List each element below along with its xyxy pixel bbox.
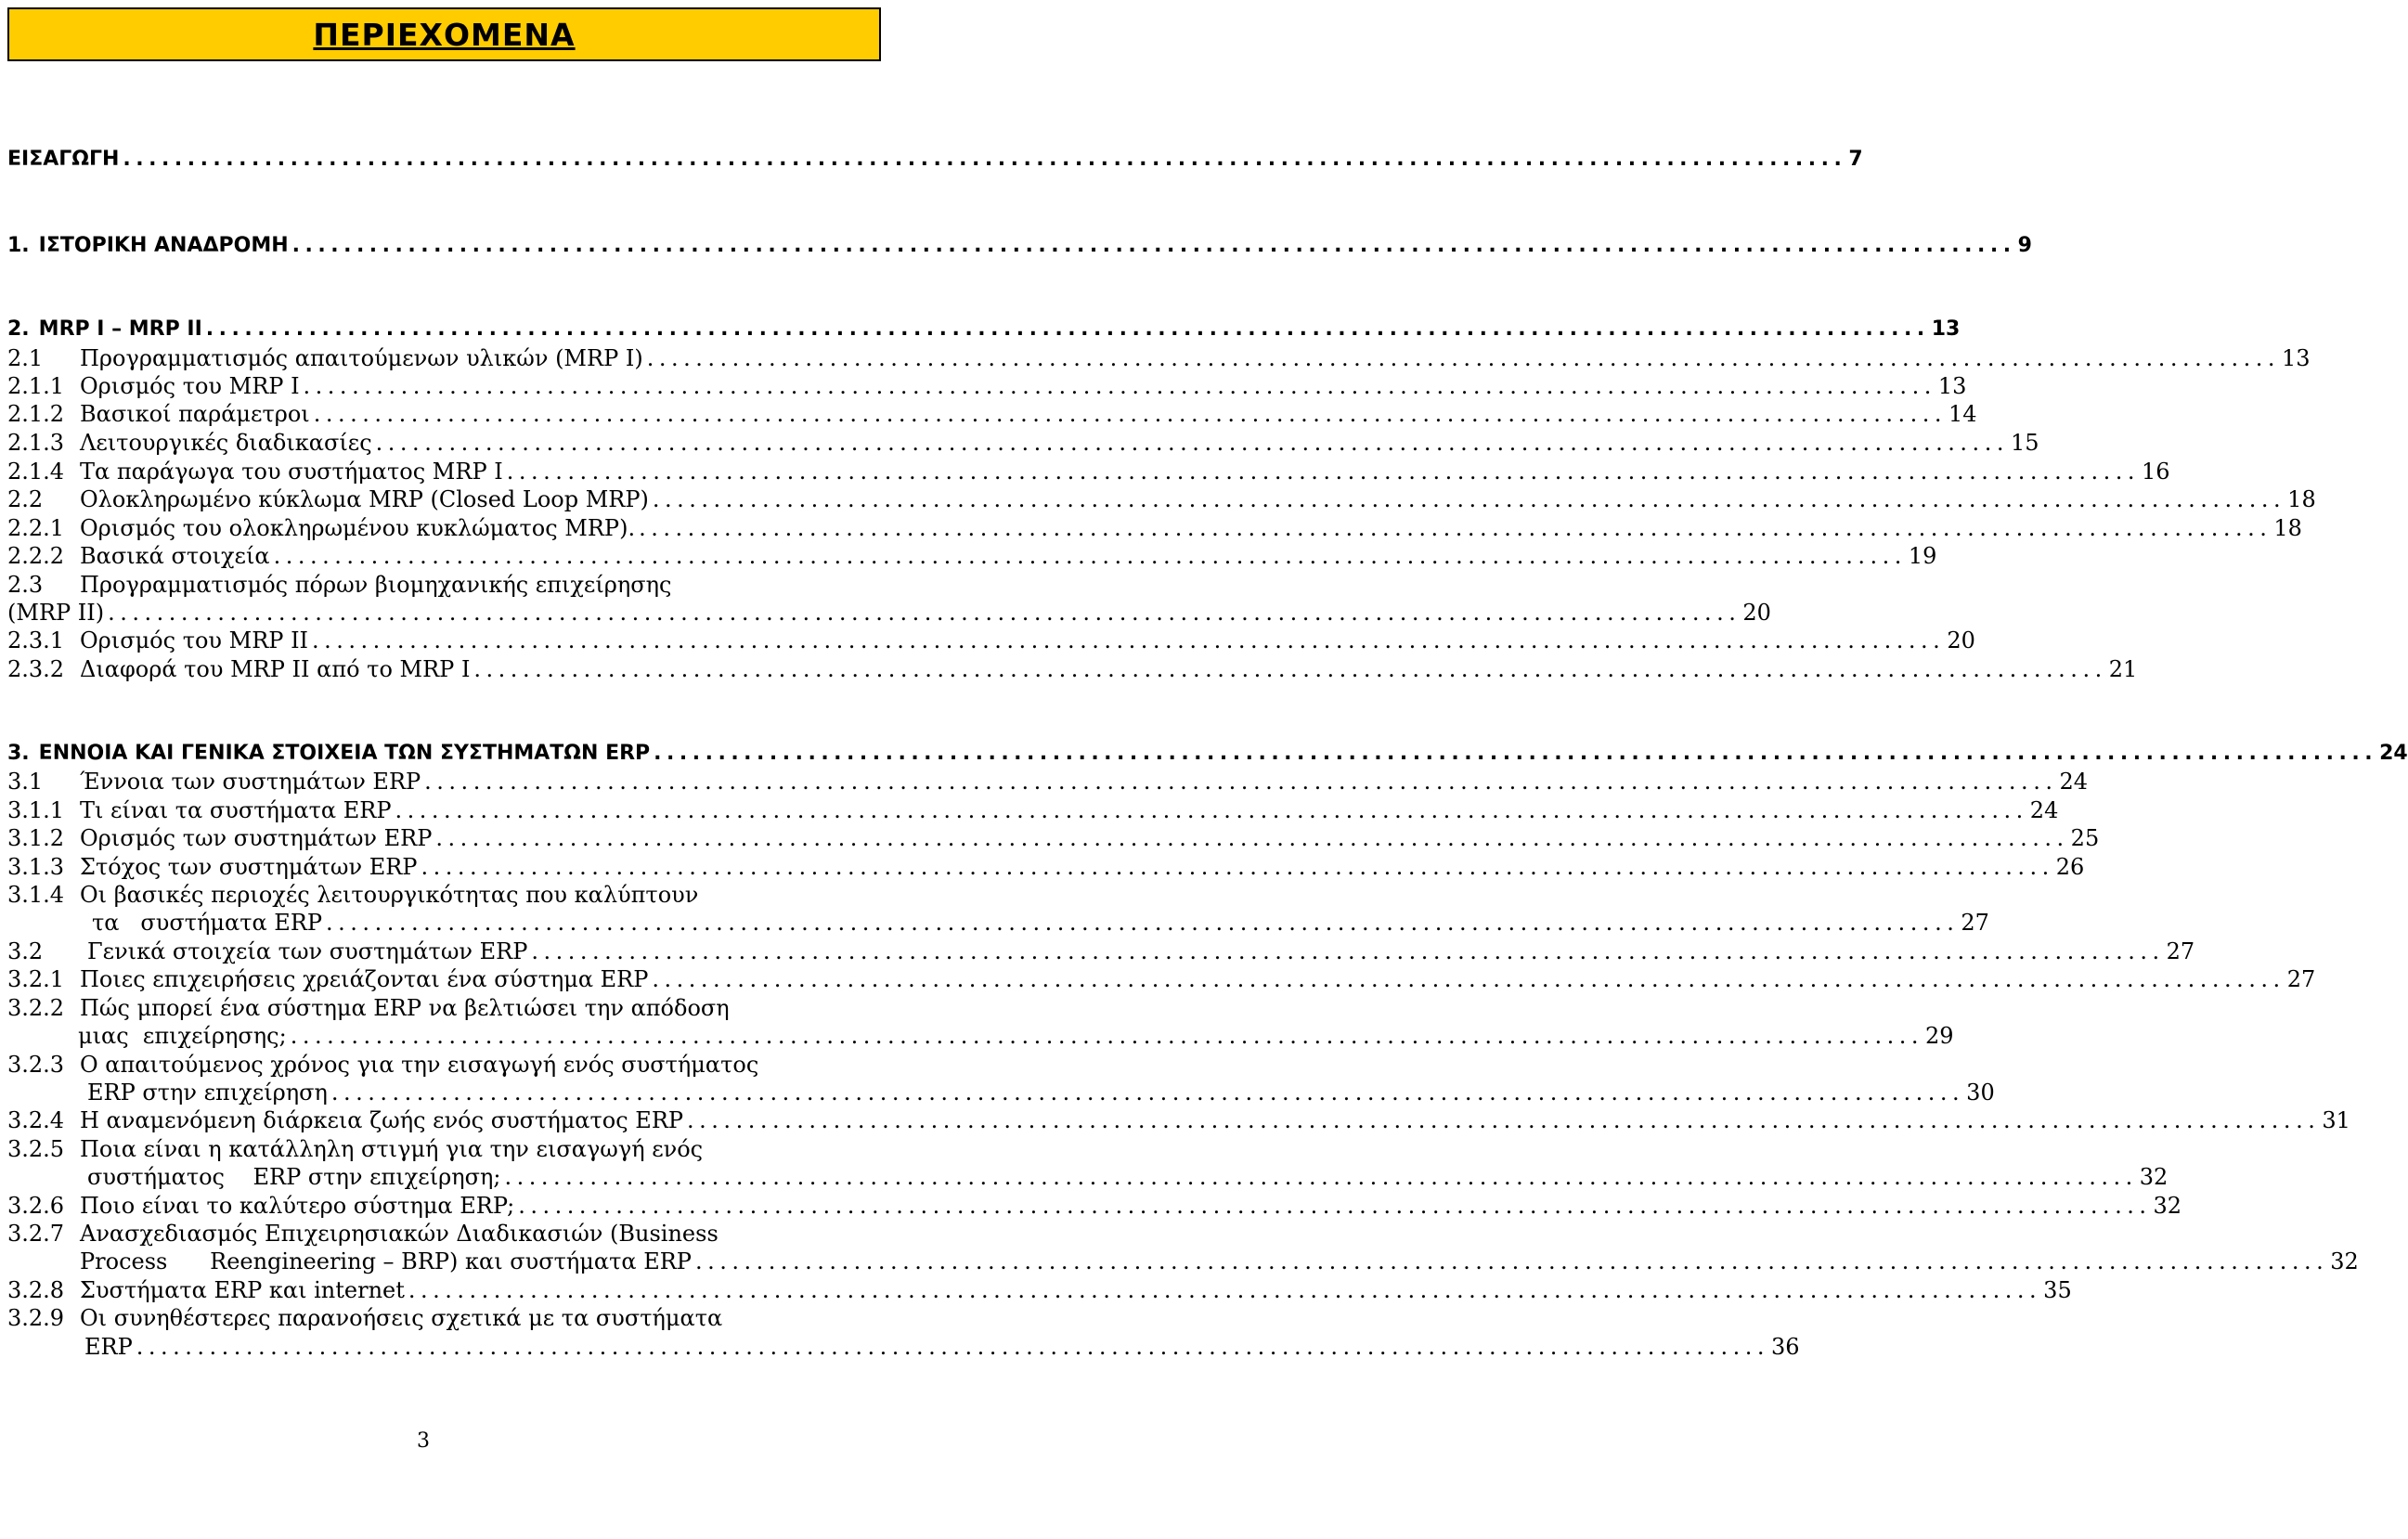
toc-entry-number: 2. xyxy=(7,317,30,341)
toc-entry-number: 2.1.1 xyxy=(7,373,65,399)
toc-entry-number: 3.1.2 xyxy=(7,825,65,851)
toc-entry-label-continued: συστήματος ERP στην επιχείρηση; xyxy=(87,1164,501,1190)
toc-entry-3-2-5-continued[interactable] xyxy=(7,1164,2168,1190)
toc-entry-3-2-5[interactable] xyxy=(7,1136,843,1162)
toc-entry-number: 2.1.3 xyxy=(7,430,65,456)
dot-leader xyxy=(435,825,2068,851)
dot-leader xyxy=(123,147,1846,173)
toc-entry-label: Ποιες επιχειρήσεις χρειάζονται ένα σύστημα ERP xyxy=(80,966,649,992)
toc-entry-chapter-1[interactable] xyxy=(7,233,2032,259)
toc-entry-label: Ολοκληρωμένο κύκλωμα MRP (Closed Loop MRP) xyxy=(80,486,649,512)
toc-entry-page: 20 xyxy=(1742,600,1771,626)
toc-entry-page: 20 xyxy=(1947,627,1975,653)
toc-title-box xyxy=(7,7,881,61)
toc-entry-number: 1. xyxy=(7,234,30,257)
toc-entry-number: 2.3.1 xyxy=(7,627,65,653)
toc-entry-number: 2.2 xyxy=(7,486,44,512)
toc-entry-page: 27 xyxy=(2286,966,2316,992)
toc-entry-label: Ποιο είναι το καλύτερο σύστημα ERP; xyxy=(80,1193,515,1219)
dot-leader xyxy=(376,430,2009,456)
toc-entry-label: ΕΝΝΟΙΑ ΚΑΙ ΓΕΝΙΚΑ ΣΤΟΙΧΕΙΑ ΤΩΝ ΣΥΣΤΗΜΑΤΩΝ ERP xyxy=(38,742,651,765)
toc-entry-label: Οι βασικές περιοχές λειτουργικότητας που καλύπτουν xyxy=(80,882,699,908)
toc-entry-2-1[interactable] xyxy=(7,345,2311,371)
toc-entry-label: Συστήματα ERP και internet xyxy=(80,1277,405,1303)
toc-entry-label: Βασικοί παράμετροι xyxy=(80,401,310,427)
toc-entry-number: 3.2.7 xyxy=(7,1221,65,1247)
toc-entry-page: 27 xyxy=(1961,910,1989,936)
toc-entry-number: 2.1.4 xyxy=(7,459,65,485)
dot-leader xyxy=(639,515,2272,541)
toc-entry-number: 2.3.2 xyxy=(7,656,65,682)
dot-leader xyxy=(331,1080,1964,1106)
toc-entry-label: Ορισμός των συστημάτων ERP xyxy=(80,825,433,851)
toc-entry-3-2-2-continued[interactable] xyxy=(7,1023,1954,1049)
toc-entry-label: ΕΙΣΑΓΩΓΗ xyxy=(7,148,120,171)
toc-entry-page: 13 xyxy=(1931,317,1961,341)
dot-leader xyxy=(507,459,2140,485)
toc-entry-page: 24 xyxy=(2379,742,2408,765)
toc-entry-label: Προγραμματισμός απαιτούμενων υλικών (MRP I) xyxy=(80,345,643,371)
toc-entry-number: 3. xyxy=(7,742,30,765)
toc-entry-page: 30 xyxy=(1966,1080,1995,1106)
toc-entry-label: Προγραμματισμός πόρων βιομηχανικής επιχείρησης xyxy=(80,572,672,598)
toc-entry-3-1-2[interactable] xyxy=(7,825,2100,851)
toc-entry-label-continued: ERP στην επιχείρηση xyxy=(87,1080,328,1106)
dot-leader xyxy=(687,1107,2320,1133)
dot-leader xyxy=(473,656,2106,682)
toc-entry-3-2-4[interactable] xyxy=(7,1107,2350,1133)
toc-entry-number: 2.1 xyxy=(7,345,44,371)
toc-entry-number: 2.2.2 xyxy=(7,543,65,569)
toc-entry-2-2-2[interactable] xyxy=(7,543,1937,569)
toc-entry-2-1-3[interactable] xyxy=(7,430,2039,456)
toc-entry-intro[interactable] xyxy=(7,147,1863,173)
toc-entry-page: 31 xyxy=(2322,1107,2350,1133)
toc-entry-3-2-6[interactable] xyxy=(7,1193,2182,1219)
toc-entry-3-2[interactable] xyxy=(7,938,2195,964)
toc-entry-3-1-4[interactable] xyxy=(7,882,843,908)
toc-entry-page: 24 xyxy=(2059,769,2088,795)
toc-entry-3-2-2[interactable] xyxy=(7,995,843,1021)
toc-entry-page: 25 xyxy=(2070,825,2100,851)
toc-entry-number: 3.1.1 xyxy=(7,797,65,823)
dot-leader xyxy=(421,854,2053,880)
toc-entry-2-1-1[interactable] xyxy=(7,373,1967,399)
dot-leader xyxy=(326,910,1959,936)
toc-entry-page: 14 xyxy=(1948,401,1977,427)
toc-entry-2-1-4[interactable] xyxy=(7,459,2170,485)
toc-entry-page: 18 xyxy=(2273,515,2302,541)
toc-entry-page: 21 xyxy=(2108,656,2138,682)
toc-entry-page: 24 xyxy=(2029,797,2059,823)
toc-entry-label: Έννοια των συστημάτων ERP xyxy=(80,769,421,795)
toc-entry-label-continued: μιας επιχείρησης; xyxy=(78,1023,287,1049)
toc-entry-page: 26 xyxy=(2055,854,2085,880)
dot-leader xyxy=(292,233,2016,259)
toc-entry-3-1-3[interactable] xyxy=(7,854,2085,880)
toc-entry-2-3-continued[interactable] xyxy=(7,600,1771,626)
toc-entry-label: Ορισμός του MRP II xyxy=(80,627,309,653)
toc-entry-number: 3.2.9 xyxy=(7,1305,65,1331)
toc-entry-label-continued: ERP xyxy=(84,1334,133,1360)
dot-leader xyxy=(424,769,2057,795)
toc-entry-page: 36 xyxy=(1771,1334,1800,1360)
toc-entry-page: 32 xyxy=(2330,1248,2359,1274)
dot-leader xyxy=(312,627,1945,653)
toc-entry-2-1-2[interactable] xyxy=(7,401,1977,427)
dot-leader xyxy=(647,345,2280,371)
toc-entry-2-2-1[interactable] xyxy=(7,515,2302,541)
toc-entry-label: MRP I – MRP II xyxy=(38,317,202,341)
toc-entry-number: 3.2.8 xyxy=(7,1277,65,1303)
toc-entry-page: 13 xyxy=(1937,373,1967,399)
toc-entry-3-2-1[interactable] xyxy=(7,966,2316,992)
toc-entry-page: 16 xyxy=(2141,459,2170,485)
toc-entry-page: 18 xyxy=(2287,486,2316,512)
toc-entry-label: Τι είναι τα συστήματα ERP xyxy=(80,797,392,823)
toc-entry-label: Ορισμός του ολοκληρωμένου κυκλώματος MRP). xyxy=(80,515,636,541)
toc-entry-number: 3.2.6 xyxy=(7,1193,65,1219)
dot-leader xyxy=(518,1193,2151,1219)
dot-leader xyxy=(206,317,1930,343)
dot-leader xyxy=(395,797,2028,823)
dot-leader xyxy=(304,373,1936,399)
toc-entry-number: 2.2.1 xyxy=(7,515,65,541)
toc-entry-label-continued: Process Reengineering – BRP) και συστήματα ERP xyxy=(80,1248,692,1274)
toc-entry-chapter-3[interactable] xyxy=(7,741,2408,767)
toc-entry-number: 2.3 xyxy=(7,572,44,598)
toc-entry-label: Πώς μπορεί ένα σύστημα ERP να βελτιώσει την απόδοση xyxy=(80,995,730,1021)
toc-entry-label: Ποια είναι η κατάλληλη στιγμή για την εισαγωγή ενός xyxy=(80,1136,704,1162)
toc-entry-chapter-2[interactable] xyxy=(7,317,1961,343)
toc-entry-label: Τα παράγωγα του συστήματος MRP I xyxy=(80,459,503,485)
toc-entry-2-2[interactable] xyxy=(7,486,2316,512)
dot-leader xyxy=(274,543,1907,569)
toc-entry-2-3[interactable] xyxy=(7,572,843,598)
toc-entry-label: Λειτουργικές διαδικασίες xyxy=(80,430,372,456)
toc-entry-number: 3.2.3 xyxy=(7,1052,65,1078)
dot-leader xyxy=(654,741,2377,767)
toc-entry-3-2-7[interactable] xyxy=(7,1221,843,1247)
toc-entry-page: 7 xyxy=(1848,148,1863,171)
toc-entry-label-continued: (MRP II) xyxy=(7,600,105,626)
toc-entry-label-continued: τα συστήματα ERP xyxy=(92,910,323,936)
dot-leader xyxy=(504,1164,2137,1190)
toc-entry-3-2-8[interactable] xyxy=(7,1277,2072,1303)
dot-leader xyxy=(291,1023,1923,1049)
toc-entry-number: 2.1.2 xyxy=(7,401,65,427)
toc-entry-3-1-1[interactable] xyxy=(7,797,2059,823)
toc-entry-page: 35 xyxy=(2043,1277,2072,1303)
dot-leader xyxy=(136,1334,1769,1360)
toc-title: ΠΕΡΙΕΧΟΜΕΝΑ xyxy=(313,16,576,53)
toc-entry-3-2-9-continued[interactable] xyxy=(7,1334,1800,1360)
toc-entry-number: 3.1.3 xyxy=(7,854,65,880)
toc-entry-page: 19 xyxy=(1908,543,1937,569)
toc-entry-number: 3.1 xyxy=(7,769,44,795)
toc-entry-3-1-4-continued[interactable] xyxy=(7,910,1989,936)
toc-entry-page: 27 xyxy=(2166,938,2195,964)
toc-entry-label: Ορισμός του MRP I xyxy=(80,373,300,399)
dot-leader xyxy=(652,966,2285,992)
dot-leader xyxy=(108,600,1741,626)
toc-entry-3-2-3-continued[interactable] xyxy=(7,1080,1995,1106)
toc-entry-2-3-2[interactable] xyxy=(7,656,2138,682)
page-number: 3 xyxy=(417,1429,430,1453)
toc-entry-label: Οι συνηθέστερες παρανοήσεις σχετικά με τα συστήματα xyxy=(80,1305,723,1331)
toc-entry-number: 3.2.2 xyxy=(7,995,65,1021)
toc-entry-label: Ανασχεδιασμός Επιχειρησιακών Διαδικασιών (Business xyxy=(80,1221,719,1247)
toc-entry-number: 3.1.4 xyxy=(7,882,65,908)
toc-entry-2-3-1[interactable] xyxy=(7,627,1975,653)
toc-entry-3-2-3[interactable] xyxy=(7,1052,843,1078)
dot-leader xyxy=(408,1277,2041,1303)
toc-entry-number: 3.2.5 xyxy=(7,1136,65,1162)
toc-entry-3-1[interactable] xyxy=(7,769,2088,795)
toc-entry-label: Βασικά στοιχεία xyxy=(80,543,270,569)
toc-entry-label: Στόχος των συστημάτων ERP xyxy=(80,854,418,880)
toc-entry-page: 29 xyxy=(1924,1023,1954,1049)
toc-entry-label: Διαφορά του MRP II από το MRP I xyxy=(80,656,471,682)
dot-leader xyxy=(531,938,2164,964)
toc-entry-3-2-7-continued[interactable] xyxy=(7,1248,2359,1274)
toc-entry-label: ΙΣΤΟΡΙΚΗ ΑΝΑΔΡΟΜΗ xyxy=(38,234,289,257)
toc-entry-number: 3.2.1 xyxy=(7,966,65,992)
dot-leader xyxy=(695,1248,2328,1274)
toc-entry-number: 3.2 xyxy=(7,938,44,964)
toc-entry-page: 15 xyxy=(2010,430,2039,456)
toc-entry-page: 9 xyxy=(2017,234,2032,257)
toc-entry-label: Η αναμενόμενη διάρκεια ζωής ενός συστήματος ERP xyxy=(80,1107,684,1133)
dot-leader xyxy=(653,486,2285,512)
toc-entry-label: Ο απαιτούμενος χρόνος για την εισαγωγή ενός συστήματος xyxy=(80,1052,759,1078)
toc-entry-page: 32 xyxy=(2139,1164,2168,1190)
toc-entry-number: 3.2.4 xyxy=(7,1107,65,1133)
toc-entry-3-2-9[interactable] xyxy=(7,1305,843,1331)
toc-entry-label: Γενικά στοιχεία των συστημάτων ERP xyxy=(87,938,528,964)
toc-entry-page: 13 xyxy=(2281,345,2311,371)
dot-leader xyxy=(314,401,1947,427)
toc-entry-page: 32 xyxy=(2153,1193,2182,1219)
